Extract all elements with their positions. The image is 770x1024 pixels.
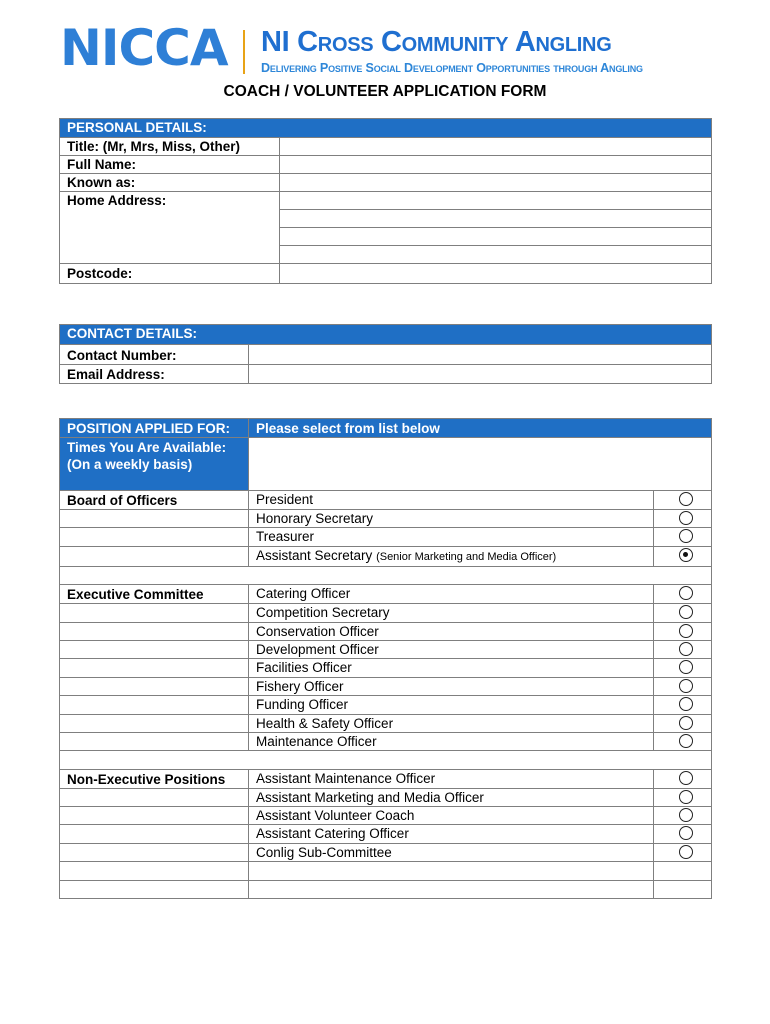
email-address-label: Email Address:	[60, 365, 249, 384]
address-line-3-field[interactable]	[280, 228, 712, 246]
group-label-cell	[60, 604, 249, 622]
position-option-label	[249, 769, 654, 788]
radio-cell	[654, 528, 712, 546]
radio-cell	[654, 604, 712, 622]
position-option-text: Assistant Marketing and Media Officer	[256, 789, 484, 805]
radio-cell	[654, 732, 712, 750]
known-as-label: Known as:	[60, 174, 280, 192]
radio-cell	[654, 714, 712, 732]
radio-cell	[654, 659, 712, 677]
position-option-text: Fishery Officer	[256, 678, 344, 694]
position-row	[60, 825, 712, 843]
group-label-cell	[60, 788, 249, 806]
radio-button[interactable]	[679, 771, 693, 785]
radio-button[interactable]	[679, 790, 693, 804]
radio-button[interactable]	[679, 492, 693, 506]
radio-cell	[654, 546, 712, 566]
position-option-text: Assistant Volunteer Coach	[256, 808, 415, 824]
radio-cell	[654, 640, 712, 658]
position-option-label	[249, 714, 654, 732]
title-label: Title: (Mr, Mrs, Miss, Other)	[60, 138, 280, 156]
radio-cell	[654, 696, 712, 714]
position-option-label	[249, 622, 654, 640]
position-row	[60, 640, 712, 658]
times-available-subtext: (On a weekly basis)	[67, 457, 193, 472]
position-option-text: President	[256, 492, 314, 507]
address-line-4-field[interactable]	[280, 246, 712, 264]
position-option-text: Funding Officer	[256, 697, 349, 713]
position-option-text: Development Officer	[256, 641, 379, 657]
spacer-row	[60, 862, 712, 880]
position-row	[60, 604, 712, 622]
personal-details-heading: PERSONAL DETAILS:	[60, 119, 712, 138]
position-row	[60, 769, 712, 788]
position-option-label	[249, 825, 654, 843]
radio-button[interactable]	[679, 624, 693, 638]
radio-button[interactable]	[679, 697, 693, 711]
position-option-text: Conservation Officer	[256, 623, 379, 639]
radio-button[interactable]	[679, 826, 693, 840]
position-option-text: Honorary Secretary	[256, 511, 374, 526]
group-label-cell	[60, 843, 249, 861]
radio-cell	[654, 510, 712, 528]
organisation-tagline: Delivering Positive Social Development Opportunities through Angling	[261, 61, 643, 75]
position-option-label	[249, 491, 654, 510]
radio-cell	[654, 677, 712, 695]
position-option-label	[249, 788, 654, 806]
position-option-label	[249, 640, 654, 658]
spacer-row	[60, 880, 712, 898]
radio-cell	[654, 491, 712, 510]
position-group-label: Executive Committee	[60, 585, 249, 604]
position-row	[60, 546, 712, 566]
group-label-cell	[60, 659, 249, 677]
group-label-cell	[60, 677, 249, 695]
position-group-label: Board of Officers	[60, 491, 249, 510]
radio-cell	[654, 769, 712, 788]
empty-cell	[60, 862, 249, 880]
group-label-cell	[60, 825, 249, 843]
position-row	[60, 491, 712, 510]
title-field[interactable]	[280, 138, 712, 156]
contact-number-label: Contact Number:	[60, 345, 249, 365]
times-available-text: Times You Are Available:	[67, 440, 227, 455]
position-option-label	[249, 528, 654, 546]
group-label-cell	[60, 807, 249, 825]
radio-cell	[654, 585, 712, 604]
times-available-label	[60, 438, 249, 491]
radio-button[interactable]	[679, 660, 693, 674]
position-option-note: (Senior Marketing and Media Officer)	[376, 550, 557, 563]
radio-cell	[654, 843, 712, 861]
radio-cell	[654, 807, 712, 825]
position-option-label	[249, 659, 654, 677]
contact-details-table	[59, 324, 712, 384]
full-name-field[interactable]	[280, 156, 712, 174]
empty-cell	[249, 862, 654, 880]
position-option-text: Conlig Sub-Committee	[256, 844, 392, 860]
empty-cell	[654, 880, 712, 898]
email-address-field[interactable]	[249, 365, 712, 384]
contact-number-field[interactable]	[249, 345, 712, 365]
group-label-cell	[60, 696, 249, 714]
group-label-cell	[60, 510, 249, 528]
empty-cell	[249, 880, 654, 898]
group-label-cell	[60, 528, 249, 546]
position-row	[60, 843, 712, 861]
logo-wordmark: NICCA	[60, 19, 228, 77]
position-option-label	[249, 585, 654, 604]
radio-cell	[654, 788, 712, 806]
postcode-label: Postcode:	[60, 264, 280, 284]
group-label-cell	[60, 546, 249, 566]
position-row	[60, 696, 712, 714]
radio-button[interactable]	[679, 511, 693, 525]
radio-cell	[654, 622, 712, 640]
position-row	[60, 807, 712, 825]
position-row	[60, 788, 712, 806]
address-line-1-field[interactable]	[280, 192, 712, 210]
contact-details-heading: CONTACT DETAILS:	[60, 325, 712, 345]
position-option-text: Competition Secretary	[256, 605, 390, 621]
radio-button[interactable]	[679, 529, 693, 543]
form-title: COACH / VOLUNTEER APPLICATION FORM	[223, 83, 547, 100]
position-row	[60, 622, 712, 640]
postcode-field[interactable]	[280, 264, 712, 284]
empty-cell	[60, 566, 712, 584]
group-label-cell	[60, 622, 249, 640]
position-option-text: Facilities Officer	[256, 660, 352, 676]
radio-button[interactable]	[679, 642, 693, 656]
position-row	[60, 585, 712, 604]
position-row	[60, 510, 712, 528]
empty-cell	[60, 880, 249, 898]
position-option-text: Assistant Secretary	[256, 547, 373, 563]
position-option-label	[249, 677, 654, 695]
position-table	[59, 418, 712, 899]
logo-divider	[243, 30, 245, 74]
radio-button[interactable]	[679, 605, 693, 619]
position-row	[60, 732, 712, 750]
group-label-cell	[60, 640, 249, 658]
position-option-label	[249, 546, 654, 566]
group-label-cell	[60, 714, 249, 732]
position-option-label	[249, 510, 654, 528]
position-option-text: Maintenance Officer	[256, 733, 377, 749]
radio-button[interactable]	[679, 734, 693, 748]
position-row	[60, 659, 712, 677]
radio-button[interactable]	[679, 808, 693, 822]
position-heading: POSITION APPLIED FOR:	[60, 419, 249, 438]
radio-button[interactable]	[679, 586, 693, 600]
spacer-row	[60, 751, 712, 769]
group-label-cell	[60, 732, 249, 750]
position-option-text: Assistant Catering Officer	[256, 826, 409, 842]
position-row	[60, 677, 712, 695]
position-row	[60, 714, 712, 732]
position-group-label: Non-Executive Positions	[60, 769, 249, 788]
spacer-row	[60, 566, 712, 584]
position-instruction: Please select from list below	[249, 419, 712, 438]
position-option-label	[249, 732, 654, 750]
home-address-label: Home Address:	[60, 192, 280, 264]
position-option-label	[249, 604, 654, 622]
organisation-name: NI Cross Community Angling	[261, 26, 612, 58]
position-option-text: Catering Officer	[256, 586, 351, 602]
position-option-text: Assistant Maintenance Officer	[256, 770, 436, 786]
empty-cell	[60, 751, 712, 769]
known-as-field[interactable]	[280, 174, 712, 192]
empty-cell	[654, 862, 712, 880]
position-option-text: Health & Safety Officer	[256, 715, 394, 731]
position-option-label	[249, 843, 654, 861]
position-option-label	[249, 807, 654, 825]
position-row	[60, 528, 712, 546]
radio-button[interactable]	[679, 845, 693, 859]
position-option-text: Treasurer	[256, 529, 315, 545]
position-option-label	[249, 696, 654, 714]
radio-button-selected[interactable]	[679, 548, 693, 562]
personal-details-table	[59, 118, 712, 284]
radio-button[interactable]	[679, 716, 693, 730]
times-available-field[interactable]	[249, 438, 712, 491]
address-line-2-field[interactable]	[280, 210, 712, 228]
radio-button[interactable]	[679, 679, 693, 693]
full-name-label: Full Name:	[60, 156, 280, 174]
radio-cell	[654, 825, 712, 843]
